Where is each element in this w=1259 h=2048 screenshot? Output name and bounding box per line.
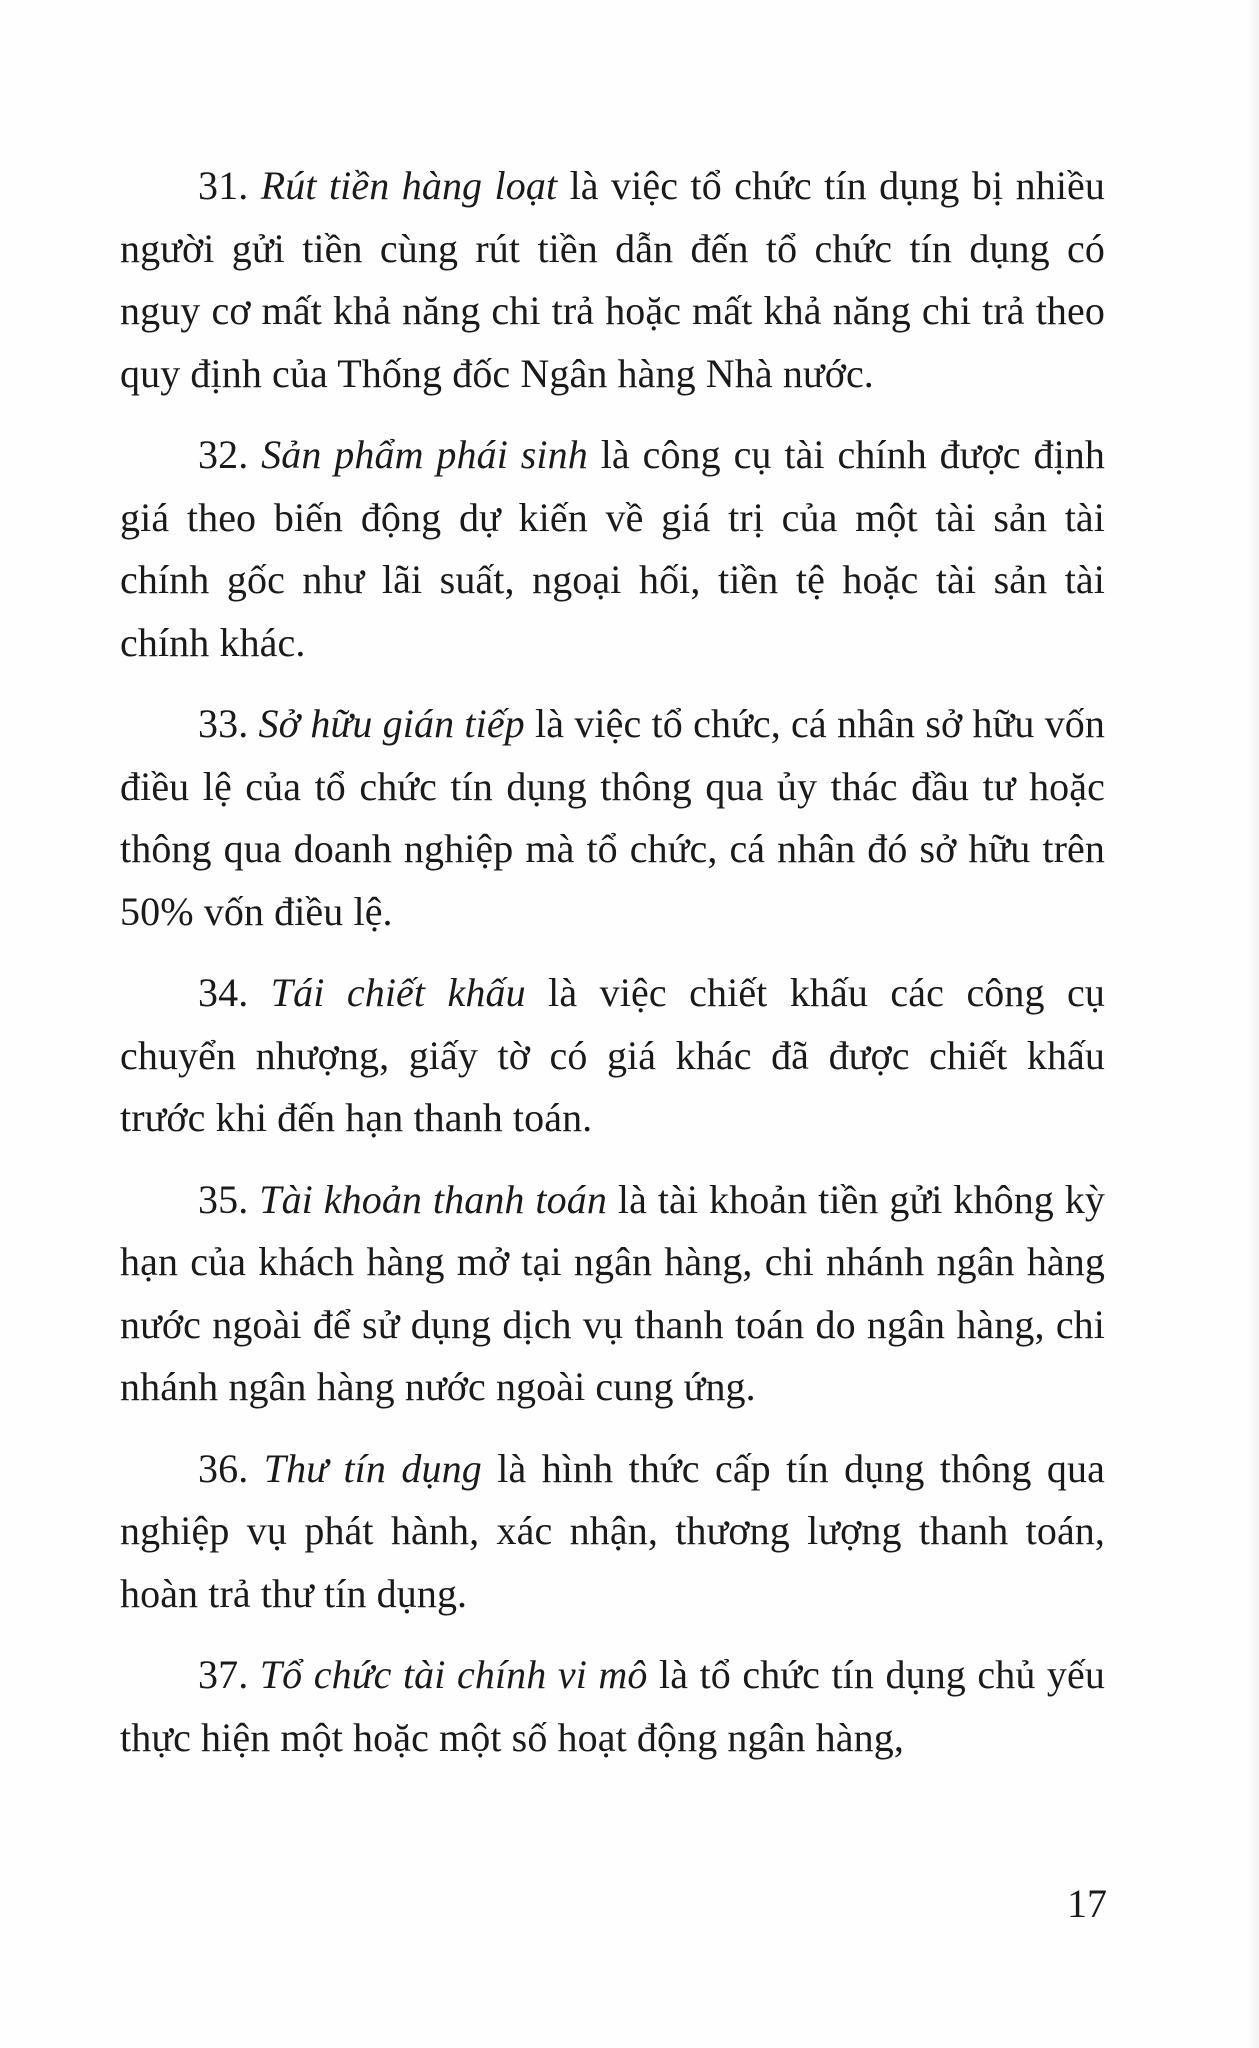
definition-paragraph-35	[120, 1169, 1105, 1419]
paragraph-number: 32.	[198, 432, 249, 477]
definition-text: là tài khoản tiền gửi không kỳ hạn của khách hàng mở tại ngân hàng, chi nhánh ngân hàng nước ngoài để sử dụng dịch vụ thanh toán do ngân hàng, chi nhánh ngân hàng nước ngoài cung ứng.	[120, 1176, 1106, 1409]
paragraph-number: 37.	[198, 1652, 249, 1697]
definition-text: là việc chiết khấu các công cụ chuyển nhượng, giấy tờ có giá khác đã được chiết khấu trước khi đến hạn thanh toán.	[120, 970, 1105, 1140]
definition-text: là việc tổ chức tín dụng bị nhiều người gửi tiền cùng rút tiền dẫn đến tổ chức tín dụng có nguy cơ mất khả năng chi trả hoặc mất khả năng chi trả theo quy định của Thống đốc Ngân hàng Nhà nước.	[120, 163, 1105, 396]
paragraph-number: 35.	[198, 1176, 249, 1222]
defined-term: Sản phẩm phái sinh	[261, 432, 588, 477]
defined-term: Tái chiết khấu	[270, 970, 526, 1015]
definition-paragraph-31	[120, 155, 1105, 405]
defined-term: Sở hữu gián tiếp	[258, 701, 525, 746]
paragraph-number: 34.	[198, 970, 249, 1015]
page-number: 17	[1067, 1881, 1107, 1926]
definition-text: là việc tổ chức, cá nhân sở hữu vốn điều lệ của tổ chức tín dụng thông qua ủy thác đầu tư hoặc thông qua doanh nghiệp mà tổ chức, cá nhân đó sở hữu trên 50% vốn điều lệ.	[120, 701, 1105, 934]
definitions-text	[120, 155, 1105, 1788]
definition-paragraph-36	[120, 1438, 1105, 1626]
paragraph-number: 33.	[198, 701, 249, 746]
defined-term: Thư tín dụng	[263, 1445, 482, 1491]
definition-paragraph-34	[120, 962, 1105, 1150]
definition-paragraph-33	[120, 693, 1105, 943]
definition-text: là tổ chức tín dụng chủ yếu thực hiện một hoặc một số hoạt động ngân hàng,	[120, 1652, 1105, 1760]
definition-paragraph-37	[120, 1644, 1105, 1769]
paragraph-number: 31.	[198, 163, 249, 208]
defined-term: Rút tiền hàng loạt	[260, 163, 558, 208]
definition-text: là hình thức cấp tín dụng thông qua nghiệp vụ phát hành, xác nhận, thương lượng thanh toán, hoàn trả thư tín dụng.	[120, 1445, 1105, 1616]
defined-term: Tài khoản thanh toán	[259, 1176, 607, 1222]
definition-paragraph-32	[120, 424, 1105, 674]
paragraph-number: 36.	[198, 1445, 249, 1491]
definition-text: là công cụ tài chính được định giá theo biến động dự kiến về giá trị của một tài sản tài chính gốc như lãi suất, ngoại hối, tiền tệ hoặc tài sản tài chính khác.	[120, 432, 1106, 665]
defined-term: Tổ chức tài chính vi mô	[259, 1652, 648, 1697]
scan-edge	[1245, 0, 1259, 2048]
